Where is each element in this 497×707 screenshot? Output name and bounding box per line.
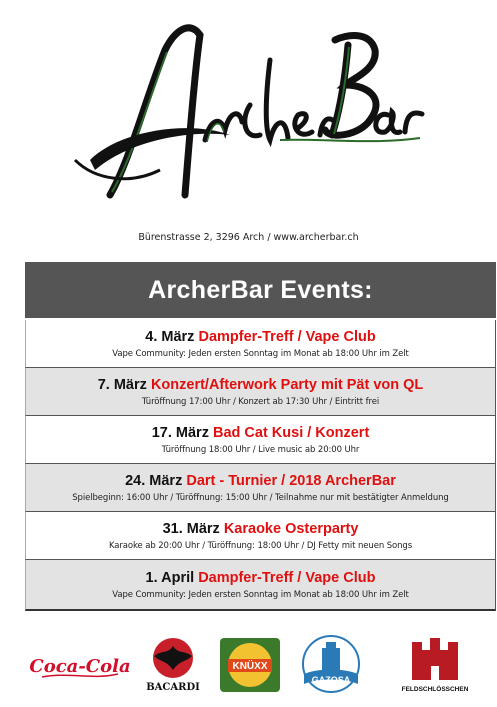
knuxx-logo [218,636,282,694]
event-detail: Türöffnung 17:00 Uhr / Konzert ab 17:30 Uhr / Eintritt frei [141,397,380,407]
event-row [25,512,496,560]
event-date: 17. März [151,425,209,441]
event-row [25,416,496,464]
event-name: Dampfer-Treff / Vape Club [198,570,376,586]
svg-text:Coca-Cola: Coca-Cola [29,656,131,677]
event-name: Dart - Turnier / 2018 ArcherBar [186,473,396,489]
event-date: 31. März [162,521,220,537]
event-detail: Türöffnung 18:00 Uhr / Live music ab 20:00 Uhr [161,445,360,455]
event-title [152,424,370,442]
svg-text:FELDSCHLÖSSCHEN: FELDSCHLÖSSCHEN [401,686,469,693]
event-date: 24. März [125,473,183,489]
event-name: Dampfer-Treff / Vape Club [198,329,376,345]
event-title [146,569,376,587]
coca-cola-logo [29,650,131,682]
event-title [163,520,359,538]
sponsor-logos [0,630,497,700]
event-date: 4. März [145,329,195,345]
event-detail: Vape Community: Jeden ersten Sonntag im Monat ab 18:00 Uhr im Zelt [112,349,409,359]
event-row [25,560,496,611]
bacardi-logo [142,636,204,694]
svg-text:BACARDI: BACARDI [146,682,200,693]
event-list [25,320,496,611]
event-date: 1. April [145,570,195,586]
svg-text:GAZOSA: GAZOSA [311,675,351,685]
event-name: Konzert/Afterwork Party mit Pät von QL [150,377,424,393]
event-detail: Spielbeginn: 16:00 Uhr / Türöffnung: 15:00 Uhr / Teilnahme nur mit bestätigter Anmeldung [72,493,449,503]
events-banner [25,262,496,318]
event-row [25,320,496,368]
event-row [25,368,496,416]
archerbar-logo [70,10,430,215]
feldschloesschen-logo [398,634,472,696]
event-name: Bad Cat Kusi / Konzert [212,425,370,441]
event-detail: Vape Community: Jeden ersten Sonntag im Monat ab 18:00 Uhr im Zelt [112,590,409,600]
event-name: Karaoke Osterparty [223,521,359,537]
event-row [25,464,496,512]
event-title [125,472,396,490]
gazosa-logo [298,634,364,696]
address-line: Bürenstrasse 2, 3296 Arch / www.archerbar.ch [138,232,359,243]
event-title [145,328,375,346]
event-title [98,376,424,394]
event-date: 7. März [97,377,147,393]
svg-text:KNÜXX: KNÜXX [232,661,268,672]
banner-title: ArcherBar Events: [148,275,373,304]
event-detail: Karaoke ab 20:00 Uhr / Türöffnung: 18:00 Uhr / DJ Fetty mit neuen Songs [108,541,413,551]
